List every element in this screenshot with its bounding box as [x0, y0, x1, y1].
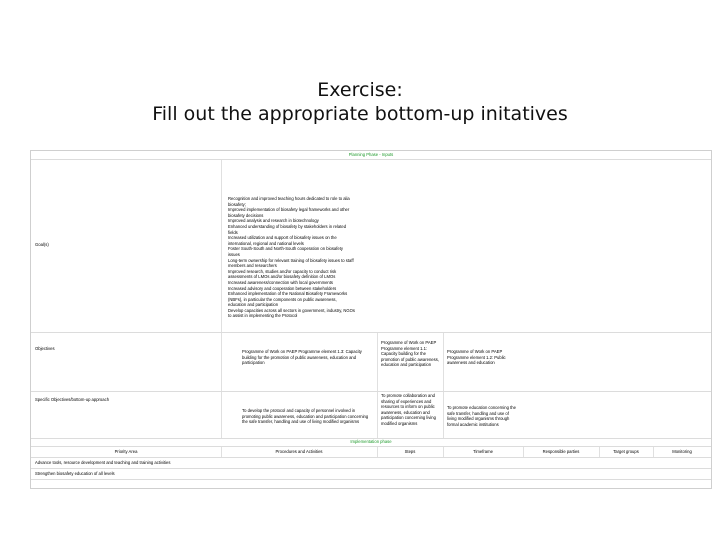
objective-3: Programme of Work on PAEP Programme element 1.2: Public awareness and education	[447, 349, 506, 366]
planning-header-row	[31, 151, 711, 160]
implementation-row	[31, 458, 711, 469]
objective-1: Programme of Work on PAEP Programme element 1.3: Capacity building for the promotion of public awareness, education and participation	[242, 349, 362, 366]
implementation-phase-header: Implementation phase	[350, 439, 392, 444]
goal-line: Enhanced understanding of biosafety by stakeholders in related	[228, 223, 347, 229]
implementation-row	[31, 469, 711, 480]
title-line-2: Fill out the appropriate bottom-up initatives	[152, 103, 568, 125]
column-priority-area: Priority Area	[114, 449, 138, 454]
specific-objective-1: To develop the protocol and capacity of personnel involved in promoting public awareness, education and participation concerning the safe transfer, handling and use of living modified organisms	[242, 408, 369, 425]
planning-phase-header: Planning Phase - Inputs	[348, 152, 394, 157]
goals-list	[228, 196, 388, 319]
goal-line: biosafety;	[228, 201, 246, 207]
goal-line: fields	[228, 229, 238, 235]
goal-line: Improved implementation of biosafety legal frameworks and other	[228, 207, 350, 213]
priority-area-cell: Advance tools, resource development and teaching and training activities	[35, 460, 171, 465]
column-monitoring: Monitoring	[672, 449, 692, 454]
goal-line: international, regional and national levels	[228, 240, 304, 246]
slide-title	[0, 78, 720, 126]
goals-row	[31, 160, 711, 333]
goal-line: Improved analysis and research in biotechnology	[228, 218, 319, 224]
goal-line: (NBFs), in particular the components on public awareness,	[228, 296, 337, 302]
goal-line: Long-term ownership for relevant training of biosafety issues to staff	[228, 257, 354, 263]
column-responsible-parties: Responsible parties	[542, 449, 580, 454]
goal-line: assessments of LMOs and/or biosafety definition of LMOs	[228, 274, 336, 280]
specific-objective-2: To promote collaboration and sharing of experiences and resources to inform on public awareness, education and participation concerning living modified organisms	[381, 393, 436, 426]
specific-objective-3: To promote education concerning the safe transfer, handling and use of living modified organisms through formal academic institutions	[447, 405, 516, 427]
planning-table	[30, 150, 712, 489]
title-line-1: Exercise:	[317, 79, 403, 101]
objectives-label: Objectives	[35, 346, 55, 351]
goal-line: to assist in implementing the Protocol	[228, 313, 298, 319]
specific-objectives-label: Specific Objectives/bottom-up approach	[35, 397, 110, 402]
goal-line: Improved research, studies and/or capacity to conduct risk	[228, 268, 337, 274]
objectives-row	[31, 333, 711, 392]
goal-line: Increased utilization and support of biosafety issues on the	[228, 235, 337, 241]
goal-line: Develop capacities across all sectors in government, industry, NGOs	[228, 307, 355, 313]
objective-2: Programme of Work on PAEP Programme element 1.1: Capacity building for the promotion of public awareness, education and participation	[381, 340, 439, 368]
column-timeframe: Timeframe	[473, 449, 493, 454]
column-target-groups: Target groups	[613, 449, 639, 454]
implementation-header-row	[31, 439, 711, 447]
implementation-columns-row	[31, 447, 711, 458]
goal-line: Enhanced implementation of the National Biosafety Frameworks	[228, 291, 348, 297]
goal-line: Increased advisory and cooperation between stakeholders	[228, 285, 337, 291]
goal-line: issues	[228, 251, 240, 257]
goal-line: members and researchers	[228, 263, 277, 269]
specific-objectives-row	[31, 392, 711, 439]
priority-area-cell: Strengthen biosafety education of all levels	[35, 471, 115, 476]
column-steps: Steps	[404, 449, 416, 454]
column-procedures-activities: Procedures and Activities	[275, 449, 323, 454]
goal-line: Recognition and improved teaching hours dedicated to role to alia	[228, 196, 350, 201]
goal-line: education and participation	[228, 302, 279, 308]
goal-line: biosafety decisions	[228, 212, 264, 218]
goal-line: Foster South-South and North-South cooperation on biosafety	[228, 246, 343, 252]
goal-line: Increased awareness/connection with local governments	[228, 279, 333, 285]
goals-label: Goal(s)	[35, 242, 49, 247]
empty-row	[31, 480, 711, 488]
